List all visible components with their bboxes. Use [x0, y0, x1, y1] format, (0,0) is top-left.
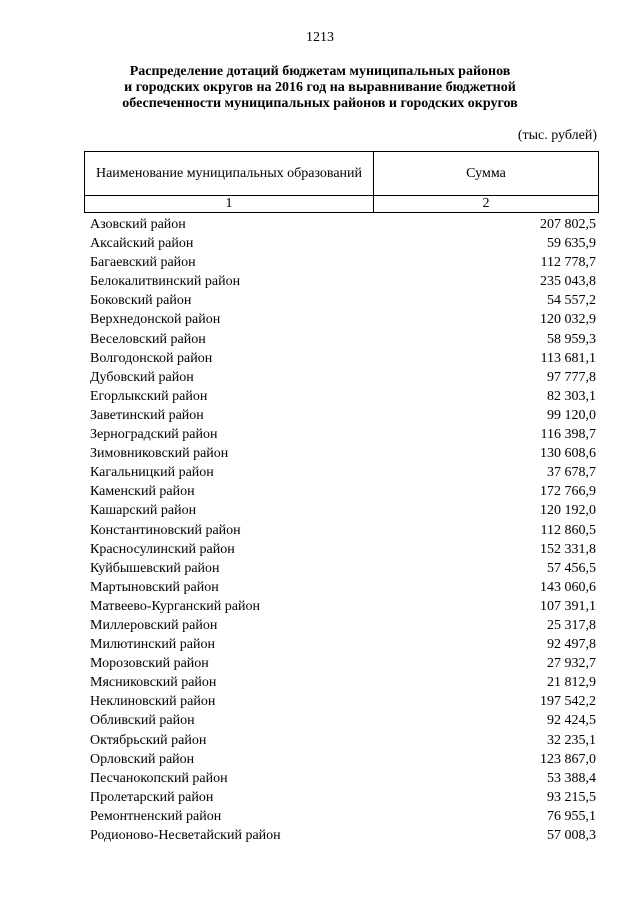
table-row	[90, 406, 596, 425]
table-row	[90, 616, 596, 635]
municipality-name: Матвеево-Курганский район	[90, 598, 260, 614]
table-row	[90, 769, 596, 788]
table-row	[90, 444, 596, 463]
municipality-name: Неклиновский район	[90, 694, 216, 710]
municipality-name: Багаевский район	[90, 255, 196, 271]
table-row	[90, 521, 596, 540]
municipality-name: Кашарский район	[90, 503, 197, 519]
table-row	[90, 540, 596, 559]
table-row	[90, 807, 596, 826]
table-row	[90, 826, 596, 845]
municipality-name: Зимовниковский район	[90, 446, 229, 462]
column-header-name: Наименование муниципальных образований	[85, 152, 374, 196]
table-row	[90, 272, 596, 291]
title-line: обеспеченности муниципальных районов и городских округов	[122, 96, 518, 111]
table-row	[90, 731, 596, 750]
subsidy-amount: 58 959,3	[547, 331, 596, 347]
subsidy-amount: 120 192,0	[540, 503, 596, 519]
municipality-name: Зерноградский район	[90, 427, 218, 443]
units-label: (тыс. рублей)	[517, 128, 597, 143]
table-row	[90, 368, 596, 387]
municipality-name: Обливский район	[90, 713, 195, 729]
column-number-2: 2	[374, 196, 599, 213]
subsidy-amount: 112 860,5	[540, 522, 596, 538]
subsidy-amount: 76 955,1	[547, 808, 596, 824]
title-line: и городских округов на 2016 год на выравнивание бюджетной	[124, 80, 516, 95]
municipality-name: Верхнедонской район	[90, 312, 221, 328]
municipality-name: Кагальницкий район	[90, 465, 214, 481]
table-row	[90, 234, 596, 253]
subsidy-amount: 172 766,9	[540, 484, 596, 500]
municipality-name: Белокалитвинский район	[90, 274, 241, 290]
table-body	[90, 215, 596, 845]
column-number-1: 1	[85, 196, 374, 213]
subsidy-amount: 25 317,8	[547, 617, 596, 633]
municipality-name: Егорлыкский район	[90, 388, 208, 404]
subsidy-amount: 207 802,5	[540, 217, 596, 232]
subsidy-amount: 32 235,1	[547, 732, 596, 748]
municipality-name: Волгодонской район	[90, 350, 213, 366]
subsidy-amount: 112 778,7	[540, 255, 596, 271]
table-row	[90, 349, 596, 368]
subsidy-amount: 57 008,3	[547, 828, 596, 843]
municipality-name: Милютинский район	[90, 637, 216, 653]
subsidy-amount: 99 120,0	[547, 407, 596, 423]
table-row	[90, 788, 596, 807]
municipality-name: Мартыновский район	[90, 579, 219, 595]
table-row	[90, 463, 596, 482]
table-row	[90, 501, 596, 520]
table-row	[90, 387, 596, 406]
subsidy-amount: 107 391,1	[540, 598, 596, 614]
municipality-name: Каменский район	[90, 484, 195, 500]
municipality-name: Орловский район	[90, 751, 195, 767]
municipality-name: Миллеровский район	[90, 617, 218, 633]
subsidy-amount: 54 557,2	[547, 293, 596, 309]
table-row	[90, 578, 596, 597]
municipality-name: Куйбышевский район	[90, 560, 220, 576]
subsidy-amount: 57 456,5	[547, 560, 596, 576]
municipality-name: Мясниковский район	[90, 675, 217, 691]
subsidy-amount: 93 215,5	[547, 789, 596, 805]
municipality-name: Пролетарский район	[90, 789, 214, 805]
subsidy-amount: 27 932,7	[547, 656, 596, 672]
municipality-name: Ремонтненский район	[90, 808, 222, 824]
table-row	[90, 215, 596, 234]
title-line: Распределение дотаций бюджетам муниципальных районов	[129, 64, 511, 79]
subsidy-amount: 37 678,7	[547, 465, 596, 481]
municipality-name: Азовский район	[90, 217, 186, 232]
table-row	[90, 330, 596, 349]
table-row	[90, 673, 596, 692]
table-row	[90, 692, 596, 711]
subsidy-amount: 235 043,8	[540, 274, 596, 290]
subsidy-amount: 97 777,8	[547, 369, 596, 385]
table-row	[90, 750, 596, 769]
page-number: 1213	[306, 30, 334, 45]
municipality-name: Дубовский район	[90, 369, 194, 385]
subsidy-amount: 82 303,1	[547, 388, 596, 404]
table-row	[90, 425, 596, 444]
municipality-name: Песчанокопский район	[90, 770, 228, 786]
subsidy-amount: 92 497,8	[547, 637, 596, 653]
subsidy-amount: 130 608,6	[540, 446, 596, 462]
column-header-sum: Сумма	[374, 152, 599, 196]
table-row	[90, 310, 596, 329]
table-row	[90, 253, 596, 272]
subsidy-amount: 92 424,5	[547, 713, 596, 729]
subsidy-amount: 21 812,9	[547, 675, 596, 691]
subsidy-amount: 123 867,0	[540, 751, 596, 767]
table-row	[90, 711, 596, 730]
table-row	[90, 597, 596, 616]
municipality-name: Аксайский район	[90, 236, 194, 252]
subsidy-amount: 197 542,2	[540, 694, 596, 710]
municipality-name: Родионово-Несветайский район	[90, 828, 281, 843]
table-row	[90, 291, 596, 310]
subsidy-amount: 113 681,1	[540, 350, 596, 366]
document-title	[60, 64, 580, 112]
municipality-name: Заветинский район	[90, 407, 204, 423]
table-row	[90, 559, 596, 578]
municipality-name: Боковский район	[90, 293, 192, 309]
subsidy-amount: 152 331,8	[540, 541, 596, 557]
table-row	[90, 654, 596, 673]
subsidy-amount: 143 060,6	[540, 579, 596, 595]
table-row	[90, 635, 596, 654]
subsidy-amount: 59 635,9	[547, 236, 596, 252]
subsidy-amount: 53 388,4	[547, 770, 596, 786]
municipality-name: Красносулинский район	[90, 541, 235, 557]
table-header	[84, 151, 599, 213]
municipality-name: Морозовский район	[90, 656, 209, 672]
table-row	[90, 482, 596, 501]
municipality-name: Веселовский район	[90, 331, 206, 347]
subsidy-amount: 120 032,9	[540, 312, 596, 328]
subsidy-amount: 116 398,7	[540, 427, 596, 443]
municipality-name: Константиновский район	[90, 522, 241, 538]
municipality-name: Октябрьский район	[90, 732, 207, 748]
